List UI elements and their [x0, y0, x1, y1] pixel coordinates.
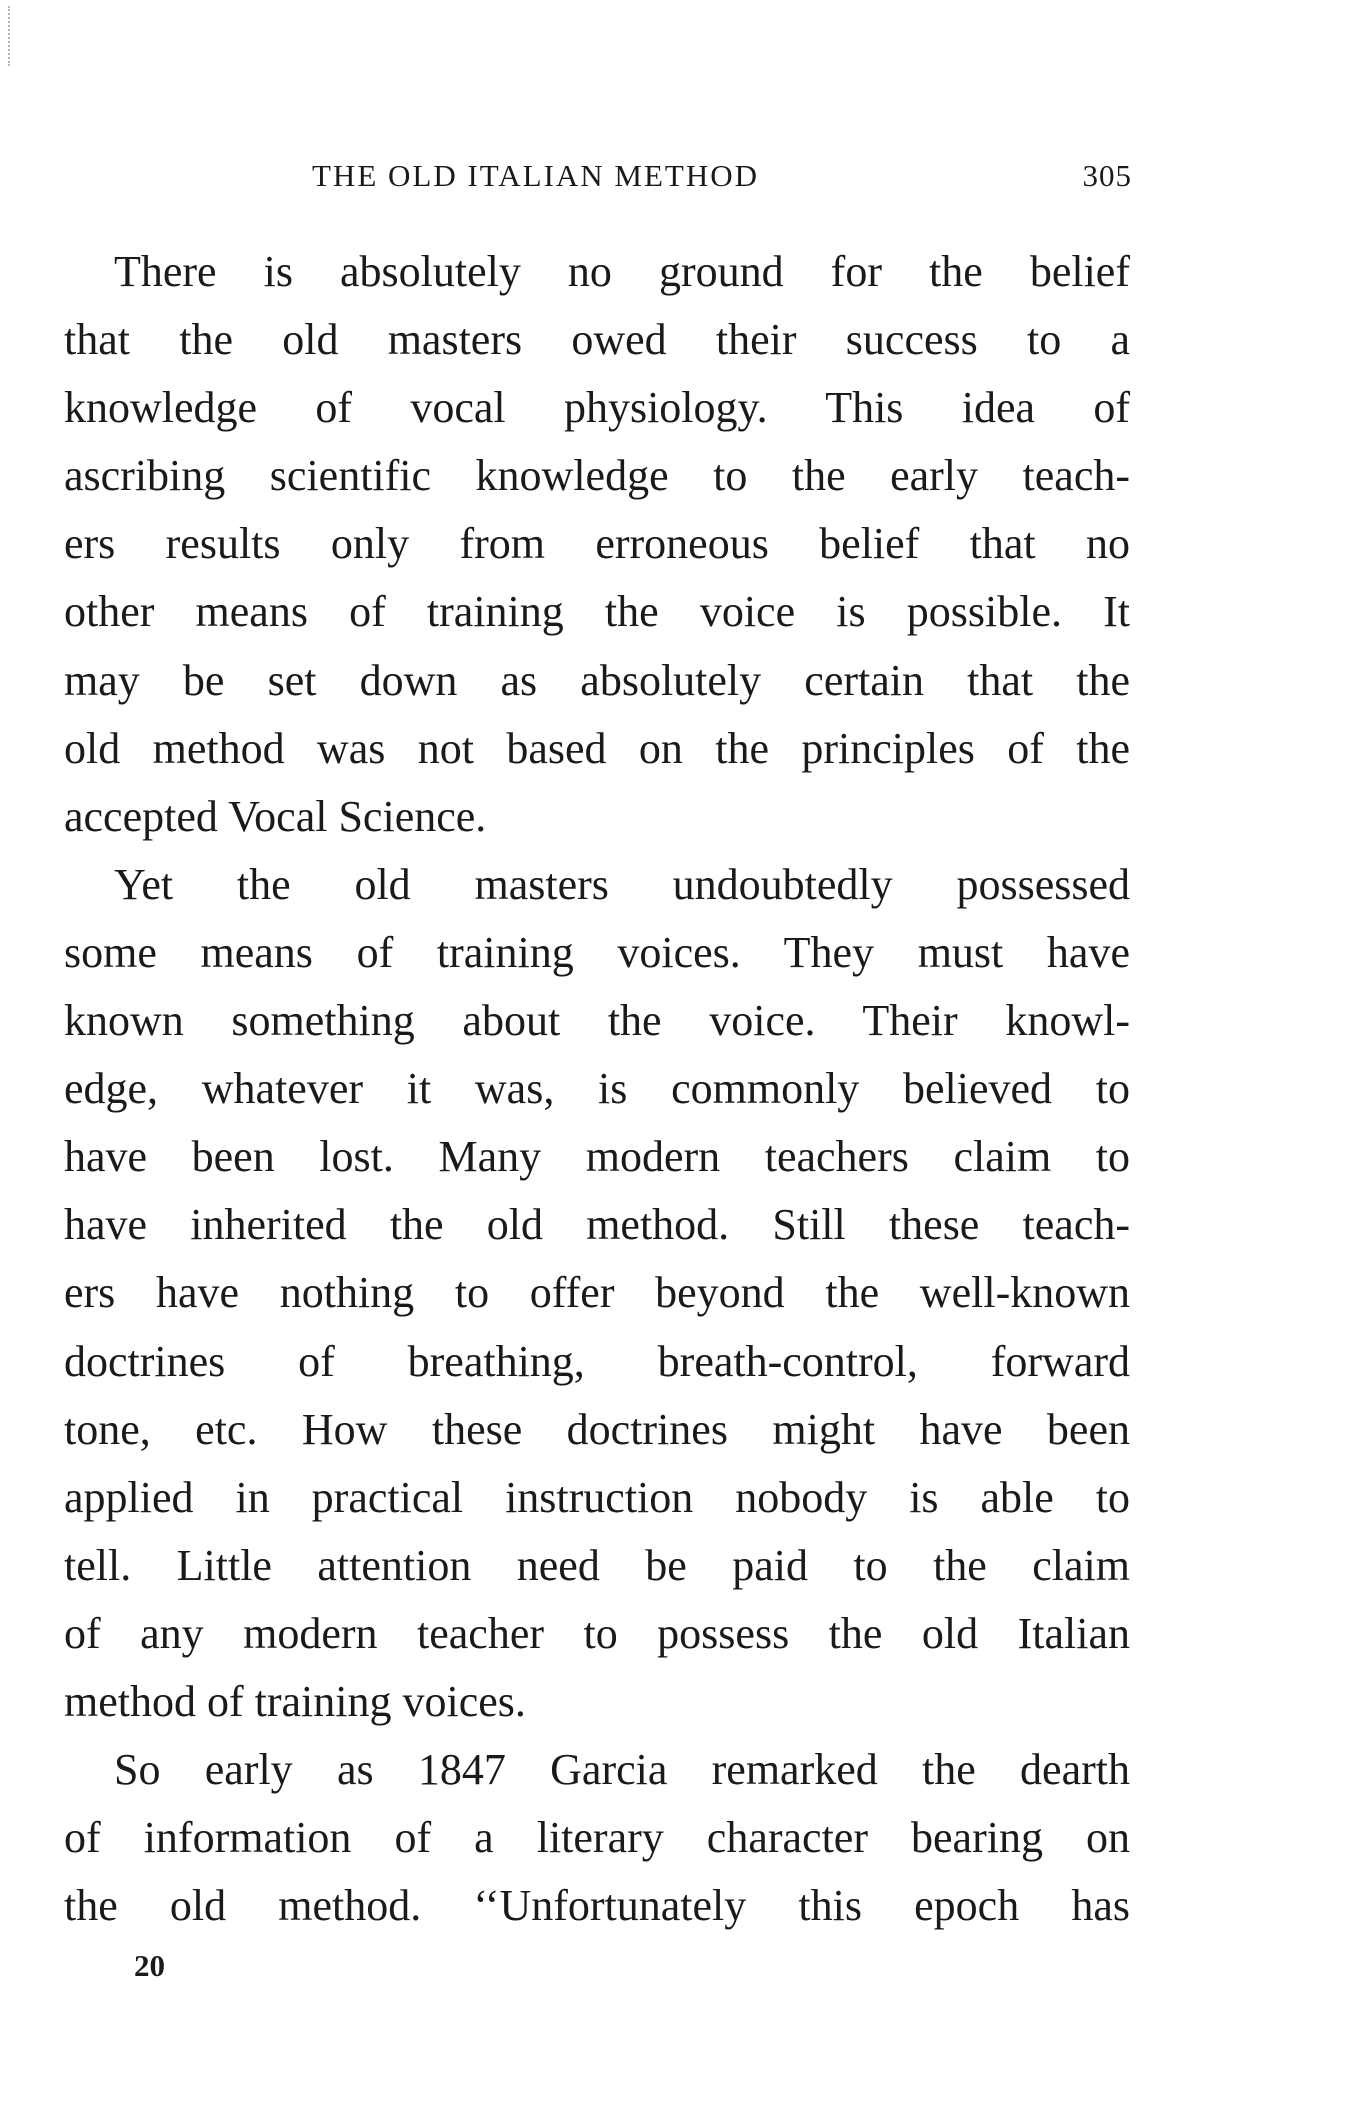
- text-line: have been lost. Many modern teachers claim to: [64, 1132, 1130, 1182]
- text-line: known something about the voice. Their knowl-: [64, 996, 1130, 1046]
- text-line: of any modern teacher to possess the old Italian: [64, 1608, 1130, 1658]
- page-number: 305: [1082, 158, 1132, 193]
- running-header: [312, 158, 1132, 202]
- text-line: tell. Little attention need be paid to the claim: [64, 1540, 1130, 1590]
- running-title: THE OLD ITALIAN METHOD: [312, 158, 760, 193]
- text-line: tone, etc. How these doctrines might have been: [64, 1404, 1130, 1454]
- body-text: [64, 238, 1130, 1940]
- text-line: applied in practical instruction nobody is able to: [64, 1472, 1130, 1522]
- scan-edge-mark: [8, 6, 12, 66]
- text-line: the old method. ‘‘Unfortunately this epoch has: [64, 1881, 1130, 1931]
- text-line: doctrines of breathing, breath-control, forward: [64, 1336, 1130, 1386]
- text-line: method of training voices.: [64, 1676, 526, 1726]
- text-line: some means of training voices. They must have: [64, 927, 1130, 977]
- text-line: old method was not based on the principles of the: [64, 723, 1130, 773]
- text-line: have inherited the old method. Still these teach-: [64, 1200, 1130, 1250]
- text-line: may be set down as absolutely certain that the: [64, 655, 1130, 705]
- text-line: There is absolutely no ground for the belief: [114, 247, 1130, 296]
- text-line: ers results only from erroneous belief that no: [64, 519, 1130, 569]
- paragraph-1: [64, 238, 1130, 851]
- text-line: that the old masters owed their success to a: [64, 315, 1130, 365]
- text-line: So early as 1847 Garcia remarked the dearth: [114, 1745, 1130, 1795]
- paragraph-3: [64, 1736, 1130, 1940]
- text-line: of information of a literary character bearing on: [64, 1813, 1130, 1863]
- text-line: knowledge of vocal physiology. This idea of: [64, 383, 1130, 433]
- text-line: Yet the old masters undoubtedly possessed: [114, 859, 1130, 909]
- text-line: ascribing scientific knowledge to the early teach-: [64, 451, 1130, 501]
- text-line: ers have nothing to offer beyond the well-known: [64, 1268, 1130, 1318]
- paragraph-2: [64, 851, 1130, 1736]
- signature-mark: 20: [134, 1948, 165, 1983]
- text-line: other means of training the voice is possible. It: [64, 587, 1130, 637]
- text-line: edge, whatever it was, is commonly believed to: [64, 1064, 1130, 1114]
- text-line: accepted Vocal Science.: [64, 791, 487, 841]
